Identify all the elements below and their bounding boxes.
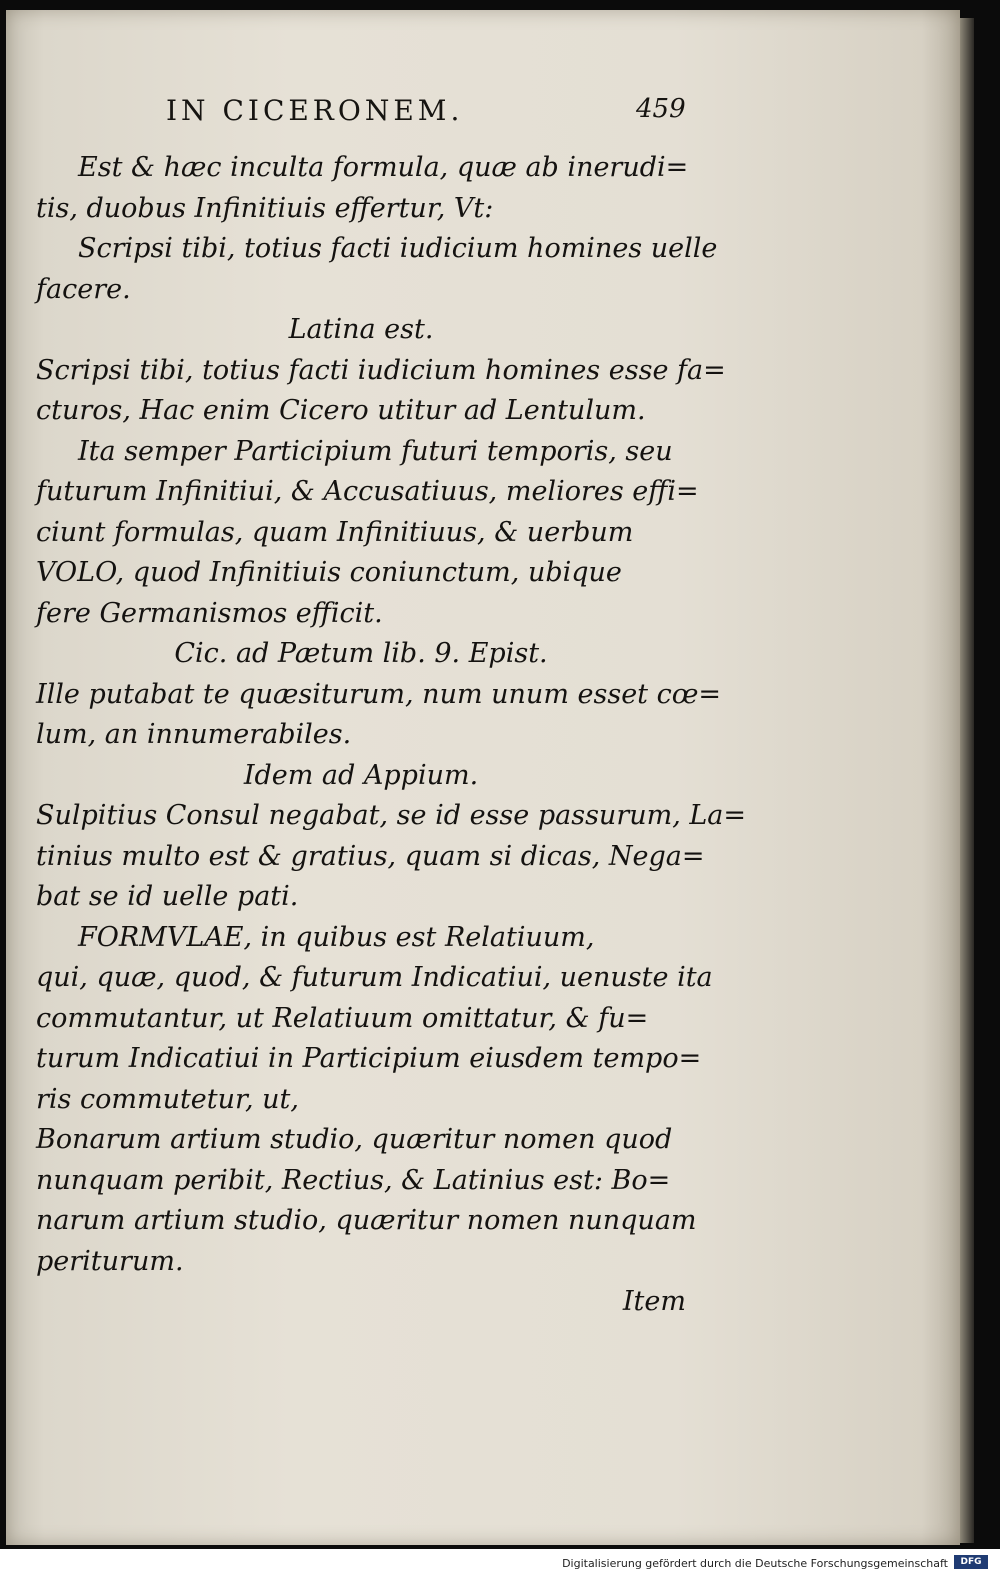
text-line: bat se id uelle pati. (36, 881, 299, 912)
text-line: Idem ad Appium. (243, 759, 479, 791)
text-line: VOLO, quod Infinitiuis coniunctum, ubique (36, 557, 622, 588)
text-line: fere Germanismos efficit. (36, 597, 383, 629)
text-line: lum, an innumerabiles. (36, 719, 352, 750)
text-line: tis, duobus Infinitiuis effertur, Vt: (36, 192, 494, 224)
running-title: IN CICERONEM. (166, 94, 464, 127)
text-line: commutantur, ut Relatiuum omittatur, & fu= (36, 1002, 649, 1034)
text-line: facere. (36, 273, 131, 305)
text-line: Latina est. (288, 314, 434, 345)
page-edge (960, 18, 974, 1543)
text-line: tinius multo est & gratius, quam si dicas, Nega= (36, 840, 705, 872)
funding-credit: Digitalisierung gefördert durch die Deutsche Forschungsgemeinschaft (562, 1557, 948, 1570)
text-line: FORMVLAE, in quibus est Relatiuum, (78, 921, 595, 953)
text-line: periturum. (36, 1245, 184, 1277)
text-line: Item (622, 1286, 686, 1317)
text-line: Bonarum artium studio, quæritur nomen quod (36, 1124, 673, 1155)
text-line: ciunt formulas, quam Infinitiuus, & uerbum (36, 516, 634, 548)
body-text (36, 148, 747, 1323)
text-line: qui, quæ, quod, & futurum Indicatiui, uenuste ita (36, 962, 713, 993)
text-line: Sulpitius Consul negabat, se id esse passurum, La= (36, 800, 747, 831)
text-line: Scripsi tibi, totius facti iudicium homines esse fa= (36, 354, 726, 386)
text-line: Ita semper Participium futuri temporis, seu (78, 435, 673, 467)
text-line: narum artium studio, quæritur nomen nunquam (36, 1205, 697, 1236)
running-head (166, 94, 686, 134)
text-line: Ille putabat te quæsiturum, num unum esset cœ= (36, 678, 722, 710)
text-line: turum Indicatiui in Participium eiusdem tempo= (36, 1043, 702, 1074)
text-line: Scripsi tibi, totius facti iudicium homines uelle (78, 233, 718, 264)
page-number: 459 (636, 94, 686, 124)
footer-bar (0, 1549, 1000, 1585)
book-page (6, 10, 960, 1545)
text-line: ris commutetur, ut, (36, 1083, 299, 1115)
text-line: futurum Infinitiui, & Accusatiuus, meliores effi= (36, 476, 699, 507)
text-line: cturos, Hac enim Cicero utitur ad Lentulum. (36, 395, 646, 426)
text-line: Cic. ad Pætum lib. 9. Epist. (174, 638, 548, 669)
dfg-logo: DFG (954, 1555, 988, 1569)
text-line: nunquam peribit, Rectius, & Latinius est: Bo= (36, 1164, 671, 1196)
text-line: Est & hæc inculta formula, quæ ab inerudi= (78, 152, 689, 183)
